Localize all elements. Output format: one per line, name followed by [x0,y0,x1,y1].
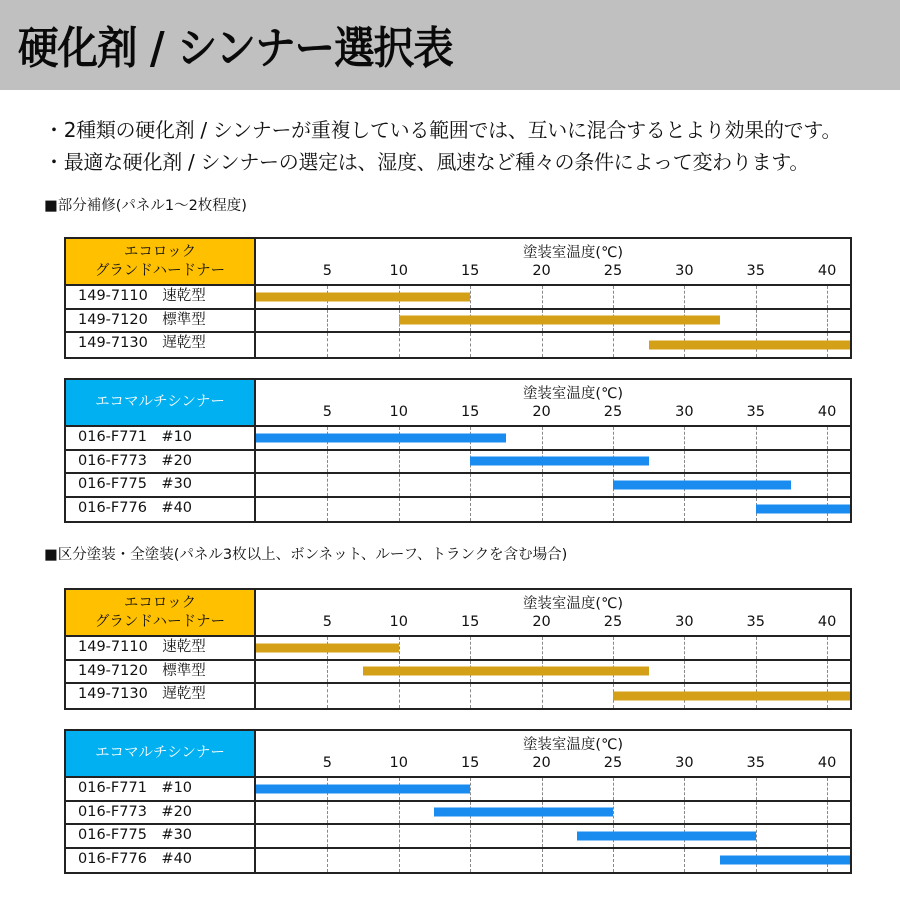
temperature-range-bar [256,643,399,652]
gridline [399,333,400,357]
axis-tick-label: 20 [532,755,551,771]
gridline [542,333,543,357]
gridline [827,661,828,683]
axis-tick-label: 35 [746,614,765,630]
gridline [542,474,543,496]
table-row [66,286,850,310]
axis-tick-label: 35 [746,404,765,420]
section-heading-full: ■区分塗装・全塗装(パネル3枚以上、ボンネット、ルーフ、トランクを含む場合) [44,547,568,563]
gridline [827,286,828,308]
product-name-line: グランドハードナー [94,613,226,630]
axis-tick-label: 10 [389,263,409,279]
axis-tick-label: 25 [603,755,623,771]
axis-tick-label: 5 [322,614,333,630]
table-partial-hardener [64,237,852,359]
axis-tick-label: 5 [322,263,333,279]
gridline [684,427,685,449]
temperature-range-bar [470,457,648,466]
product-code-label: 016-F773 #20 [66,802,256,824]
gridline [327,661,328,683]
product-code-label: 016-F776 #40 [66,498,256,522]
gridline [684,849,685,873]
table-header [66,380,850,427]
axis-tick-label: 40 [817,404,837,420]
axis-tick-label: 40 [817,263,837,279]
product-name-header [66,731,256,776]
gridline [542,849,543,873]
gridline [327,498,328,522]
gridline [542,637,543,659]
gridline [470,849,471,873]
axis-tick-label: 15 [460,263,480,279]
gridline [756,427,757,449]
section-heading-partial: ■部分補修(パネル1〜2枚程度) [44,198,247,214]
product-code-label: 149-7130 遅乾型 [66,684,256,708]
gridline [827,427,828,449]
gridline [327,684,328,708]
temperature-range-bar [256,292,470,301]
table-header [66,239,850,286]
gridline [327,474,328,496]
gridline [327,849,328,873]
product-code-label: 016-F773 #20 [66,451,256,473]
product-name-line: エコロック [123,594,197,611]
axis-tick-label: 30 [675,263,694,279]
temperature-range-bar [613,691,850,700]
axis-tick-label: 20 [532,614,551,630]
gridline [827,778,828,800]
table-header [66,590,850,637]
gridline [684,451,685,473]
axis-tick-label: 25 [603,263,623,279]
axis-tick-label: 10 [389,755,409,771]
gridline [756,310,757,332]
page-title: 硬化剤 / シンナー選択表 [18,23,453,74]
axis-tick-label: 30 [675,404,694,420]
gridline [542,778,543,800]
gridline [684,802,685,824]
gridline [684,637,685,659]
gridline [399,825,400,847]
axis-tick-label: 5 [322,755,333,771]
product-code-label: 149-7130 遅乾型 [66,333,256,357]
gridline [470,286,471,308]
note-conditions: ・最適な硬化剤 / シンナーの選定は、湿度、風速など種々の条件によって変わります。 [44,150,810,174]
axis-tick-label: 25 [603,404,623,420]
axis-tick-label: 15 [460,404,480,420]
table-row [66,474,850,498]
gridline [827,802,828,824]
temperature-range-bar [613,480,791,489]
gridline [327,333,328,357]
gridline [399,498,400,522]
gridline [827,310,828,332]
gridline [684,778,685,800]
product-name-line: エコマルチシンナー [95,394,225,410]
gridline [327,310,328,332]
product-code-label: 016-F775 #30 [66,474,256,496]
gridline [542,498,543,522]
temperature-range-bar [434,808,612,817]
product-code-label: 016-F775 #30 [66,825,256,847]
axis-tick-label: 40 [817,614,837,630]
gridline [470,637,471,659]
gridline [470,825,471,847]
gridline [756,286,757,308]
gridline [827,825,828,847]
axis-tick-label: 15 [460,614,480,630]
table-row [66,637,850,661]
product-name-line: エコマルチシンナー [95,745,225,761]
table-row [66,498,850,522]
gridline [399,684,400,708]
table-row [66,427,850,451]
table-row [66,684,850,708]
gridline [684,286,685,308]
product-name-line: エコロック [123,243,197,260]
axis-tick-label: 30 [675,614,694,630]
gridline [613,498,614,522]
product-code-label: 149-7110 速乾型 [66,286,256,308]
axis-tick-label: 35 [746,263,765,279]
table-full-thinner [64,729,852,874]
gridline [399,849,400,873]
gridline [756,825,757,847]
gridline [470,778,471,800]
temperature-range-bar [399,316,720,325]
axis-title: 塗装室温度(℃) [522,596,624,612]
gridline [613,427,614,449]
gridline [399,451,400,473]
product-code-label: 016-F776 #40 [66,849,256,873]
axis-tick-label: 20 [532,404,551,420]
gridline [756,637,757,659]
gridline [613,286,614,308]
table-row [66,849,850,873]
gridline [470,333,471,357]
gridline [613,778,614,800]
temperature-range-bar [363,667,649,676]
temperature-range-bar [256,433,506,442]
gridline [827,637,828,659]
gridline [470,684,471,708]
gridline [756,661,757,683]
gridline [542,286,543,308]
product-name-header [66,239,256,284]
axis-tick-label: 10 [389,404,409,420]
temperature-range-bar [756,505,850,514]
table-row [66,825,850,849]
axis-tick-label: 15 [460,755,480,771]
product-name-line: グランドハードナー [94,262,226,279]
table-row [66,310,850,334]
gridline [470,474,471,496]
table-partial-thinner [64,378,852,523]
axis-title: 塗装室温度(℃) [522,386,624,402]
gridline [756,802,757,824]
gridline [613,802,614,824]
gridline [827,451,828,473]
gridline [399,474,400,496]
table-row [66,333,850,357]
table-row [66,778,850,802]
axis-tick-label: 30 [675,755,694,771]
table-row [66,661,850,685]
product-code-label: 016-F771 #10 [66,778,256,800]
product-code-label: 149-7120 標準型 [66,310,256,332]
gridline [827,474,828,496]
table-full-hardener [64,588,852,710]
gridline [542,427,543,449]
gridline [470,498,471,522]
table-row [66,802,850,826]
gridline [327,802,328,824]
gridline [613,849,614,873]
gridline [399,802,400,824]
gridline [684,661,685,683]
axis-tick-label: 25 [603,614,623,630]
gridline [327,451,328,473]
gridline [756,451,757,473]
gridline [542,825,543,847]
temperature-range-bar [720,856,850,865]
axis-tick-label: 5 [322,404,333,420]
product-code-label: 149-7120 標準型 [66,661,256,683]
table-header [66,731,850,778]
product-code-label: 016-F771 #10 [66,427,256,449]
axis-tick-label: 35 [746,755,765,771]
gridline [613,333,614,357]
gridline [399,637,400,659]
title-band [0,0,900,90]
axis-tick-label: 10 [389,614,409,630]
gridline [613,637,614,659]
axis-tick-label: 40 [817,755,837,771]
temperature-range-bar [649,340,850,349]
gridline [756,778,757,800]
gridline [684,498,685,522]
temperature-range-bar [256,784,470,793]
product-code-label: 149-7110 速乾型 [66,637,256,659]
gridline [542,684,543,708]
product-name-header [66,590,256,635]
product-name-header [66,380,256,425]
table-row [66,451,850,475]
temperature-range-bar [577,831,755,840]
axis-title: 塗装室温度(℃) [522,737,624,753]
axis-title: 塗装室温度(℃) [522,245,624,261]
note-overlap: ・2種類の硬化剤 / シンナーが重複している範囲では、互いに混合するとより効果的です。 [44,118,842,142]
gridline [327,825,328,847]
axis-tick-label: 20 [532,263,551,279]
